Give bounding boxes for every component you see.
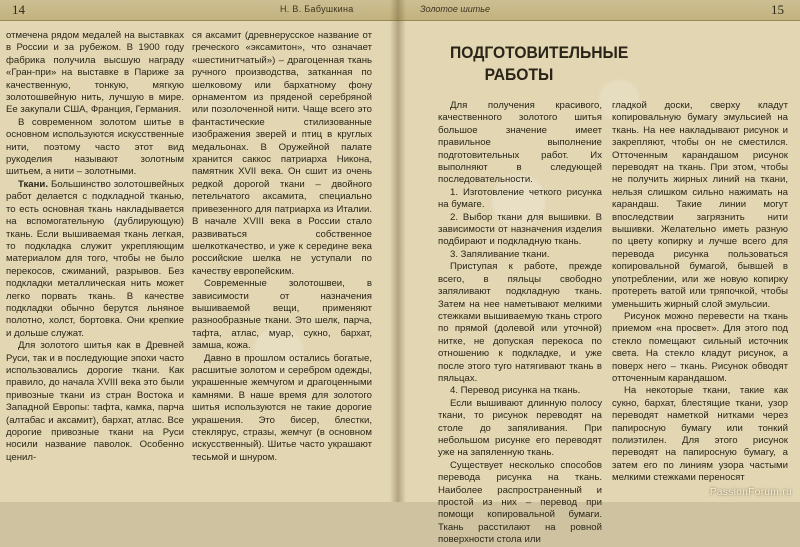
paragraph: 4. Перевод рисунка на ткань. (450, 385, 581, 397)
right-page-number: 15 (771, 2, 784, 17)
paragraph: В современном золотом шитье в основном используются искусственные нити, поэтому часто этот вид рукоделия называют золотным шитьем, а нити – золотными. (6, 116, 184, 178)
paragraph: Если вышивают длинную полосу ткани, то рисунок переводят на столе до запяливания. При небольшом рисунке его переводят уже на запяленную ткань. (438, 397, 602, 459)
paragraph: Современные золотошвеи, в зависимости от назначения вышиваемой вещи, применяют разнообразные ткани. Это шелк, парча, тафта, атлас, муар, сукно, бархат, замша, кожа. (192, 278, 372, 352)
right-page (398, 0, 800, 546)
left-column-1 (6, 30, 184, 498)
paragraph: 2. Выбор ткани для вышивки. В зависимости от назначения изделия подбирают и подкладную ткань. (438, 211, 602, 248)
chapter-title (450, 42, 629, 86)
paragraph: На некоторые ткани, такие как сукно, бархат, блестящие ткани, узор переводят наметкой нитками через папиросную бумагу или тонкий полиэтилен. Для этого рисунок переводят на папиросную бумагу, а затем его по линиям узора частыми мелкими стежками переносят (612, 385, 788, 484)
bold-lead: Ткани. (18, 178, 48, 190)
right-column-1 (438, 100, 602, 546)
right-running-header: Золотое шитье (420, 4, 491, 14)
paragraph (6, 179, 184, 340)
paragraph: 1. Изготовление четкого рисунка на бумаге. (438, 186, 602, 211)
paragraph: Существует несколько способов перевода рисунка на ткань. Наиболее распространенный и простой из них – перевод при помощи копировальной бумаги. Ткань расстилают на ровной поверхности стола или (438, 459, 602, 546)
paragraph: Для золотого шитья как в Древней Руси, так и в последующие эпохи часто использовались дорогие ткани. Как правило, до начала XVIII века это были привозные ткани из стран Востока и Западной Европы: тафта, камка, парча (алтабас и аксамит), бархат, атлас. Все дорогие привозные ткани на Руси носили название паволок. Особенно ценил- (6, 340, 184, 463)
paragraph: Приступая к работе, прежде всего, в пяльцы свободно запяливают подкладную ткань. Затем на нее наметывают мелкими стежками вышиваемую ткань строго по прямой (долевой или уточной) нитке, не допуская перекоса по отношению к подкладке, и уже после этого туго натягивают ткань в пяльцах. (438, 261, 602, 384)
book-gutter (390, 0, 406, 502)
paragraph: Для получения красивого, качественного золотого шитья большое значение имеет правильное выполнение подготовительных работ. Их выполняют в следующей последовательности. (438, 100, 602, 186)
left-column-2 (192, 30, 372, 498)
left-page-number: 14 (12, 2, 25, 17)
paragraph: Рисунок можно перевести на ткань приемом «на просвет». Для этого под стекло помещают сильный источник света. На стекло кладут рисунок, а поверх него – ткань. Рисунок обводят отточенным карандашом. (612, 310, 788, 384)
left-page (0, 0, 398, 502)
paragraph: 3. Запяливание ткани. (450, 248, 550, 260)
right-column-2 (612, 100, 788, 492)
paragraph: гладкой доски, сверху кладут копировальную бумагу эмульсией на ткань. На нее накладывают рисунок и закрепляют, чтобы он не сместился. Отточенным карандашом рисунок переводят на ткань. При этом, чтобы не получить жирных линий на ткани, нельзя слишком сильно нажимать на карандаш. Такие линии могут впоследствии загрязнить нити вышивки. Желательно иметь разную по цвету копирку и лучше всего для перевода рисунка пользоваться копировальной бумагой, бывшей в употреблении, или же новую копирку протереть ватой или тряпочкой, чтобы уменьшить жирный слой эмульсии. (612, 100, 788, 310)
paragraph: отмечена рядом медалей на выставках в России и за рубежом. В 1900 году фабрика получила высшую награду «Гран-при» на выставке в Париже за качественную, тонкую, мягкую золотошвейную нить, лучшую в мире. Ее закупали США, Франция, Германия. (6, 30, 184, 116)
chapter-title-line2: РАБОТЫ (484, 65, 554, 84)
left-running-header: Н. В. Бабушкина (280, 4, 354, 14)
paragraph: ся аксамит (древнерусское название от греческого «эксамитон», что означает «шестинитчатый») – драгоценная ткань ручного производства, затканная по шелковому или бархатному фону орнаментом из пряденой серебряной или позолоченной нити. Чаще всего это фантастические стилизованные изображения зверей и птиц в круглых медальонах. В Оружейной палате хранится саккос патриарха Никона, памятник XVII века. Он сшит из очень редкой дорогой ткани – двойного петельчатого аксамита, специально привезенного для патриарха из Италии. В начале XVIII века в России стало развиваться собственное шелкоткачество, и уже к середине века российские шелка не уступали по качеству европейским. (192, 30, 372, 277)
watermark-text: PassionForum.ru (709, 487, 792, 498)
paragraph: Давно в прошлом остались богатые, расшитые золотом и серебром одежды, украшенные жемчугом и драгоценными камнями. В наше время для золотого шитья используются не такие дорогие украшения. Это бисер, блестки, стеклярус, стразы, жемчуг (в основном искусственный). Шитье часто украшают тесьмой и шнуром. (192, 352, 372, 463)
paragraph-text: Большинство золотошвейных работ делается с подкладной тканью, то есть основная ткань накладывается на вспомогательную (дублирующую) ткань. Если вышиваемая ткань легкая, то подкладка служит укрепляющим материалом для того, чтобы не было перекосов, сжиманий, разрывов. Без подкладки металлическая нить может легко порвать ткань. В качестве подкладки обычно берутся льняное полотно, холст, бортовка. Они крепкие и дольше служат. (6, 178, 184, 339)
chapter-title-line1: ПОДГОТОВИТЕЛЬНЫЕ (450, 43, 629, 62)
